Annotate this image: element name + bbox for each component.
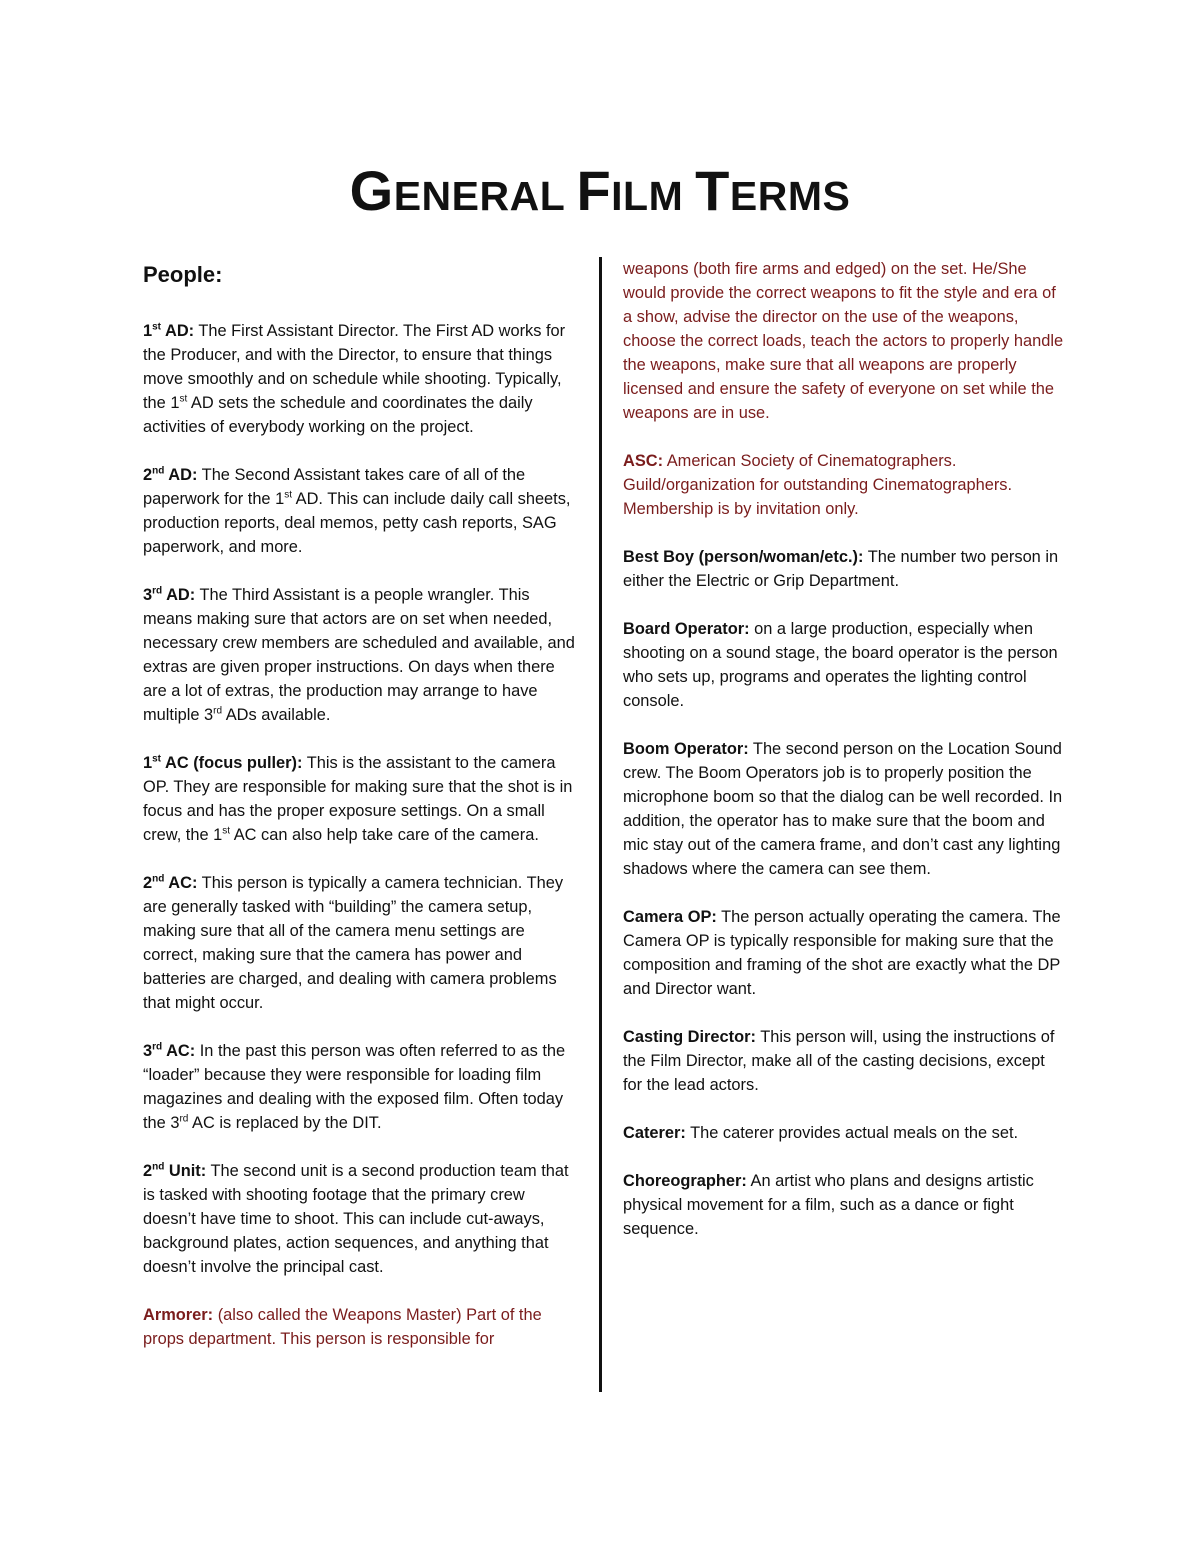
entry-term: 2nd Unit: bbox=[143, 1161, 207, 1180]
entry-term: Board Operator: bbox=[623, 620, 750, 638]
title-word-terms: TERMS bbox=[695, 159, 851, 222]
entry-term: ASC: bbox=[623, 452, 664, 470]
entry-2nd-unit: 2nd Unit: The second unit is a second production team that is tasked with shooting footage that the primary crew doesn’t have time to shoot. This can include cut-aways, background plates, action sequences, and anything that doesn’t involve the principal cast. bbox=[143, 1161, 569, 1276]
entry-term: Armorer: bbox=[143, 1306, 214, 1324]
entry-term: Camera OP: bbox=[623, 908, 717, 926]
entry-2nd-ac: 2nd AC: This person is typically a camera technician. They are generally tasked with “building” the camera setup, making sure that all of the camera menu settings are correct, making sure that the camera has power and batteries are charged, and dealing with camera problems that might occur. bbox=[143, 873, 564, 1012]
entry-2nd-ad: 2nd AD: The Second Assistant takes care of all of the paperwork for the 1st AD. This can include daily call sheets, production reports, deal memos, petty cash reports, SAG paperwork, and more. bbox=[143, 465, 571, 556]
entry-best-boy: Best Boy (person/woman/etc.): The number two person in either the Electric or Grip Department. bbox=[623, 548, 1059, 590]
entry-camera-op: Camera OP: The person actually operating the camera. The Camera OP is typically responsible for making sure that the composition and framing of the shot are exactly what the DP and Director want. bbox=[623, 908, 1061, 998]
entry-term: 1st AC (focus puller): bbox=[143, 753, 303, 772]
left-column bbox=[143, 260, 581, 1375]
right-column bbox=[623, 257, 1067, 1265]
section-heading-people: People: bbox=[143, 262, 223, 287]
entry-term: Best Boy (person/woman/etc.): bbox=[623, 548, 864, 566]
title-word-film: FILM bbox=[576, 159, 684, 222]
entry-term: Casting Director: bbox=[623, 1028, 756, 1046]
entry-armorer-continued: weapons (both fire arms and edged) on the set. He/She would provide the correct weapons to fit the style and era of a show, advise the director on the use of the weapons, choose the correct loads, teach the actors to properly handle the weapons, make sure that all weapons are properly licensed and ensure the safety of everyone on set while the weapons are in use. bbox=[623, 260, 1064, 422]
entry-armorer: Armorer: (also called the Weapons Master) Part of the props department. This person is responsible for bbox=[143, 1306, 542, 1348]
page-title bbox=[0, 158, 1200, 223]
entry-caterer: Caterer: The caterer provides actual meals on the set. bbox=[623, 1124, 1019, 1142]
column-divider bbox=[599, 257, 602, 1392]
entry-board-operator: Board Operator: on a large production, especially when shooting on a sound stage, the board operator is the person who sets up, programs and operates the lighting control console. bbox=[623, 620, 1058, 710]
entry-1st-ac: 1st AC (focus puller): This is the assistant to the camera OP. They are responsible for making sure that the shot is in focus and has the proper exposure settings. On a small crew, the 1st AC can also help take care of the camera. bbox=[143, 753, 573, 844]
entry-3rd-ad: 3rd AD: The Third Assistant is a people wrangler. This means making sure that actors are on set when needed, necessary crew members are scheduled and available, and extras are given proper instructions. On days when there are a lot of extras, the production may arrange to have multiple 3rd ADs available. bbox=[143, 585, 575, 724]
title-word-general: GENERAL bbox=[349, 159, 565, 222]
entry-term: Boom Operator: bbox=[623, 740, 749, 758]
entry-asc: ASC: American Society of Cinematographers. Guild/organization for outstanding Cinematographers. Membership is by invitation only. bbox=[623, 452, 1013, 518]
entry-boom-operator: Boom Operator: The second person on the Location Sound crew. The Boom Operators job is to properly position the microphone boom so that the dialog can be well recorded. In addition, the operator has to make sure that the boom and mic stay out of the camera frame, and don’t cast any lighting shadows where the camera can see them. bbox=[623, 740, 1063, 878]
entry-3rd-ac: 3rd AC: In the past this person was often referred to as the “loader” because they were responsible for loading film magazines and dealing with the exposed film. Often today the 3rd AC is replaced by the DIT. bbox=[143, 1041, 566, 1132]
entry-term: 1st AD: bbox=[143, 321, 195, 340]
entry-choreographer: Choreographer: An artist who plans and designs artistic physical movement for a film, such as a dance or fight sequence. bbox=[623, 1172, 1034, 1238]
entry-term: 2nd AD: bbox=[143, 465, 198, 484]
entry-term: Choreographer: bbox=[623, 1172, 747, 1190]
entry-casting-director: Casting Director: This person will, using the instructions of the Film Director, make all of the casting decisions, except for the lead actors. bbox=[623, 1028, 1055, 1094]
entry-term: 3rd AC: bbox=[143, 1041, 196, 1060]
entry-term: 2nd AC: bbox=[143, 873, 198, 892]
entry-term: 3rd AD: bbox=[143, 585, 196, 604]
entry-term: Caterer: bbox=[623, 1124, 686, 1142]
entry-1st-ad: 1st AD: The First Assistant Director. The First AD works for the Producer, and with the Director, to ensure that things move smoothly and on schedule while shooting. Typically, the 1st AD sets the schedule and coordinates the daily activities of everybody working on the project. bbox=[143, 321, 566, 436]
